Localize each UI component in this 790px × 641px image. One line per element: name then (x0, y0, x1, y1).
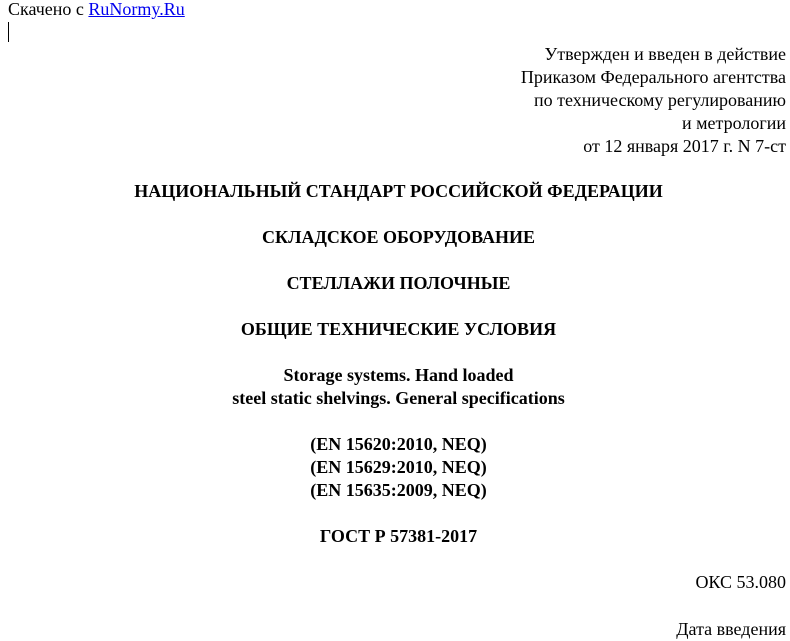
spec-heading (0, 318, 790, 341)
source-prefix: Скачено с (8, 0, 89, 19)
approval-line: Утвержден и введен в действие (544, 44, 786, 64)
text-cursor (8, 22, 9, 42)
equivalent-line: (EN 15635:2009, NEQ) (310, 480, 487, 500)
approval-line: по техническому регулированию (533, 90, 786, 110)
approval-line: Приказом Федерального агентства (520, 67, 786, 87)
equivalent-line: (EN 15629:2010, NEQ) (310, 457, 487, 477)
source-line (8, 0, 185, 21)
approval-line: от 12 января 2017 г. N 7-ст (583, 136, 786, 156)
equivalents-block (0, 433, 790, 502)
category-text: СКЛАДСКОЕ ОБОРУДОВАНИЕ (262, 227, 535, 247)
subject-heading (0, 272, 790, 295)
equivalent-line: (EN 15620:2010, NEQ) (310, 434, 487, 454)
source-link[interactable]: RuNormy.Ru (88, 0, 185, 19)
category-heading (0, 226, 790, 249)
intro-date-label: Дата введения (676, 619, 786, 639)
english-title-line: Storage systems. Hand loaded (283, 365, 514, 385)
standard-type-text: НАЦИОНАЛЬНЫЙ СТАНДАРТ РОССИЙСКОЙ ФЕДЕРАЦИИ (134, 181, 663, 201)
english-title-line: steel static shelvings. General specifications (232, 388, 565, 408)
approval-block (521, 43, 786, 158)
subject-text: СТЕЛЛАЖИ ПОЛОЧНЫЕ (286, 273, 511, 293)
spec-text: ОБЩИЕ ТЕХНИЧЕСКИЕ УСЛОВИЯ (240, 319, 557, 339)
approval-line: и метрологии (682, 113, 786, 133)
english-title (0, 364, 790, 410)
gost-number-text: ГОСТ Р 57381-2017 (319, 526, 478, 546)
gost-number-heading (0, 525, 790, 548)
oks-code: ОКС 53.080 (695, 572, 786, 592)
standard-type-heading (0, 180, 790, 203)
